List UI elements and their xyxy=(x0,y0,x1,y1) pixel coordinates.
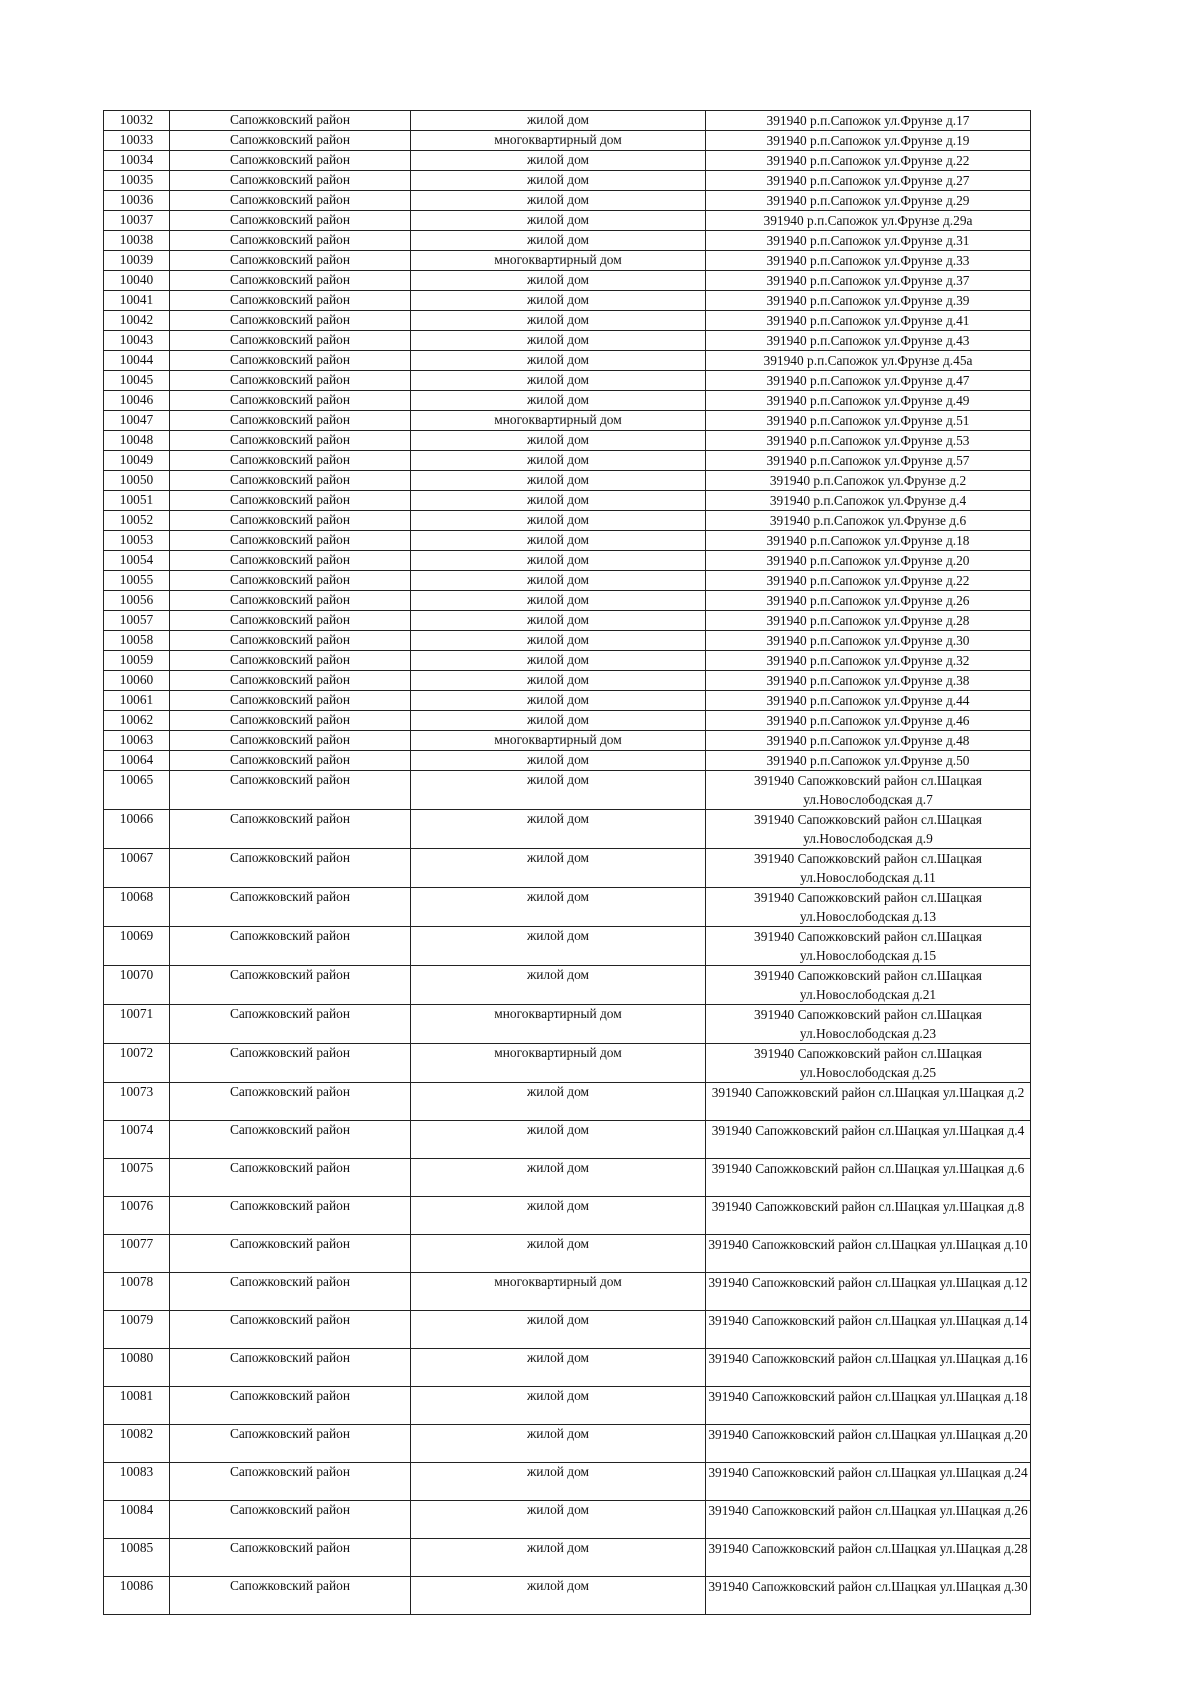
district-cell: Сапожковский район xyxy=(170,731,411,751)
district-cell: Сапожковский район xyxy=(170,1387,411,1425)
table-row xyxy=(104,571,1031,591)
district-cell: Сапожковский район xyxy=(170,771,411,810)
record-id-cell: 10052 xyxy=(104,511,170,531)
record-id-cell: 10069 xyxy=(104,927,170,966)
table-row xyxy=(104,271,1031,291)
record-id-cell: 10036 xyxy=(104,191,170,211)
table-row xyxy=(104,411,1031,431)
building-type-cell: жилой дом xyxy=(411,371,706,391)
address-cell: 391940 р.п.Сапожок ул.Фрунзе д.38 xyxy=(706,671,1031,691)
table-row xyxy=(104,1501,1031,1539)
table-row xyxy=(104,131,1031,151)
address-cell: 391940 Сапожковский район сл.Шацкая ул.Новослободская д.11 xyxy=(706,849,1031,888)
building-type-cell: жилой дом xyxy=(411,1501,706,1539)
table-row xyxy=(104,251,1031,271)
district-cell: Сапожковский район xyxy=(170,966,411,1005)
record-id-cell: 10066 xyxy=(104,810,170,849)
building-type-cell: жилой дом xyxy=(411,751,706,771)
building-type-cell: жилой дом xyxy=(411,927,706,966)
record-id-cell: 10032 xyxy=(104,111,170,131)
address-cell: 391940 р.п.Сапожок ул.Фрунзе д.17 xyxy=(706,111,1031,131)
building-type-cell: жилой дом xyxy=(411,631,706,651)
table-row xyxy=(104,671,1031,691)
address-cell: 391940 р.п.Сапожок ул.Фрунзе д.2 xyxy=(706,471,1031,491)
record-id-cell: 10046 xyxy=(104,391,170,411)
table-row xyxy=(104,1273,1031,1311)
record-id-cell: 10068 xyxy=(104,888,170,927)
building-type-cell: жилой дом xyxy=(411,651,706,671)
building-type-cell: жилой дом xyxy=(411,211,706,231)
district-cell: Сапожковский район xyxy=(170,151,411,171)
address-cell: 391940 р.п.Сапожок ул.Фрунзе д.6 xyxy=(706,511,1031,531)
building-type-cell: жилой дом xyxy=(411,1311,706,1349)
address-cell: 391940 р.п.Сапожок ул.Фрунзе д.28 xyxy=(706,611,1031,631)
address-cell: 391940 р.п.Сапожок ул.Фрунзе д.32 xyxy=(706,651,1031,671)
record-id-cell: 10067 xyxy=(104,849,170,888)
table-row xyxy=(104,771,1031,810)
building-type-cell: жилой дом xyxy=(411,531,706,551)
building-type-cell: многоквартирный дом xyxy=(411,131,706,151)
district-cell: Сапожковский район xyxy=(170,671,411,691)
address-cell: 391940 р.п.Сапожок ул.Фрунзе д.27 xyxy=(706,171,1031,191)
table-row xyxy=(104,711,1031,731)
address-cell: 391940 Сапожковский район сл.Шацкая ул.Шацкая д.12 xyxy=(706,1273,1031,1311)
building-type-cell: жилой дом xyxy=(411,1121,706,1159)
table-row xyxy=(104,431,1031,451)
table-row xyxy=(104,1005,1031,1044)
record-id-cell: 10060 xyxy=(104,671,170,691)
record-id-cell: 10037 xyxy=(104,211,170,231)
table-row xyxy=(104,191,1031,211)
district-cell: Сапожковский район xyxy=(170,849,411,888)
building-type-cell: жилой дом xyxy=(411,271,706,291)
record-id-cell: 10034 xyxy=(104,151,170,171)
district-cell: Сапожковский район xyxy=(170,1577,411,1615)
record-id-cell: 10073 xyxy=(104,1083,170,1121)
table-row xyxy=(104,311,1031,331)
address-cell: 391940 Сапожковский район сл.Шацкая ул.Шацкая д.6 xyxy=(706,1159,1031,1197)
building-type-cell: жилой дом xyxy=(411,391,706,411)
district-cell: Сапожковский район xyxy=(170,371,411,391)
district-cell: Сапожковский район xyxy=(170,231,411,251)
record-id-cell: 10078 xyxy=(104,1273,170,1311)
district-cell: Сапожковский район xyxy=(170,1197,411,1235)
district-cell: Сапожковский район xyxy=(170,551,411,571)
building-type-cell: жилой дом xyxy=(411,966,706,1005)
building-type-cell: жилой дом xyxy=(411,691,706,711)
district-cell: Сапожковский район xyxy=(170,331,411,351)
address-cell: 391940 Сапожковский район сл.Шацкая ул.Шацкая д.24 xyxy=(706,1463,1031,1501)
address-cell: 391940 р.п.Сапожок ул.Фрунзе д.29 xyxy=(706,191,1031,211)
table-row xyxy=(104,171,1031,191)
district-cell: Сапожковский район xyxy=(170,591,411,611)
address-cell: 391940 р.п.Сапожок ул.Фрунзе д.51 xyxy=(706,411,1031,431)
building-type-cell: жилой дом xyxy=(411,888,706,927)
record-id-cell: 10033 xyxy=(104,131,170,151)
building-type-cell: жилой дом xyxy=(411,171,706,191)
table-row xyxy=(104,1387,1031,1425)
table-row xyxy=(104,1235,1031,1273)
record-id-cell: 10041 xyxy=(104,291,170,311)
address-cell: 391940 Сапожковский район сл.Шацкая ул.Шацкая д.8 xyxy=(706,1197,1031,1235)
building-type-cell: жилой дом xyxy=(411,1197,706,1235)
address-cell: 391940 Сапожковский район сл.Шацкая ул.Новослободская д.25 xyxy=(706,1044,1031,1083)
building-type-cell: многоквартирный дом xyxy=(411,1044,706,1083)
record-id-cell: 10058 xyxy=(104,631,170,651)
building-type-cell: жилой дом xyxy=(411,1159,706,1197)
district-cell: Сапожковский район xyxy=(170,1044,411,1083)
record-id-cell: 10040 xyxy=(104,271,170,291)
district-cell: Сапожковский район xyxy=(170,171,411,191)
record-id-cell: 10077 xyxy=(104,1235,170,1273)
district-cell: Сапожковский район xyxy=(170,611,411,631)
district-cell: Сапожковский район xyxy=(170,291,411,311)
table-row xyxy=(104,531,1031,551)
district-cell: Сапожковский район xyxy=(170,1083,411,1121)
address-cell: 391940 р.п.Сапожок ул.Фрунзе д.45а xyxy=(706,351,1031,371)
table-row xyxy=(104,291,1031,311)
record-id-cell: 10076 xyxy=(104,1197,170,1235)
district-cell: Сапожковский район xyxy=(170,1121,411,1159)
address-cell: 391940 р.п.Сапожок ул.Фрунзе д.18 xyxy=(706,531,1031,551)
address-cell: 391940 Сапожковский район сл.Шацкая ул.Шацкая д.30 xyxy=(706,1577,1031,1615)
table-row xyxy=(104,231,1031,251)
building-type-cell: многоквартирный дом xyxy=(411,251,706,271)
district-cell: Сапожковский район xyxy=(170,1463,411,1501)
district-cell: Сапожковский район xyxy=(170,571,411,591)
record-id-cell: 10085 xyxy=(104,1539,170,1577)
building-type-cell: жилой дом xyxy=(411,571,706,591)
table-row xyxy=(104,611,1031,631)
building-type-cell: жилой дом xyxy=(411,711,706,731)
building-type-cell: многоквартирный дом xyxy=(411,1005,706,1044)
table-row xyxy=(104,511,1031,531)
address-cell: 391940 Сапожковский район сл.Шацкая ул.Шацкая д.14 xyxy=(706,1311,1031,1349)
table-row xyxy=(104,888,1031,927)
district-cell: Сапожковский район xyxy=(170,511,411,531)
district-cell: Сапожковский район xyxy=(170,311,411,331)
district-cell: Сапожковский район xyxy=(170,888,411,927)
table-row xyxy=(104,1577,1031,1615)
address-cell: 391940 р.п.Сапожок ул.Фрунзе д.47 xyxy=(706,371,1031,391)
table-row xyxy=(104,451,1031,471)
table-row xyxy=(104,471,1031,491)
building-type-cell: жилой дом xyxy=(411,849,706,888)
address-cell: 391940 Сапожковский район сл.Шацкая ул.Шацкая д.10 xyxy=(706,1235,1031,1273)
table-row xyxy=(104,111,1031,131)
address-cell: 391940 р.п.Сапожок ул.Фрунзе д.44 xyxy=(706,691,1031,711)
table-row xyxy=(104,551,1031,571)
district-cell: Сапожковский район xyxy=(170,391,411,411)
record-id-cell: 10061 xyxy=(104,691,170,711)
address-cell: 391940 р.п.Сапожок ул.Фрунзе д.39 xyxy=(706,291,1031,311)
building-type-cell: жилой дом xyxy=(411,611,706,631)
table-row xyxy=(104,651,1031,671)
building-type-cell: жилой дом xyxy=(411,1539,706,1577)
district-cell: Сапожковский район xyxy=(170,491,411,511)
address-cell: 391940 р.п.Сапожок ул.Фрунзе д.50 xyxy=(706,751,1031,771)
table-row xyxy=(104,351,1031,371)
record-id-cell: 10035 xyxy=(104,171,170,191)
address-cell: 391940 р.п.Сапожок ул.Фрунзе д.53 xyxy=(706,431,1031,451)
table-row xyxy=(104,1311,1031,1349)
table-row xyxy=(104,751,1031,771)
address-cell: 391940 Сапожковский район сл.Шацкая ул.Шацкая д.16 xyxy=(706,1349,1031,1387)
address-cell: 391940 Сапожковский район сл.Шацкая ул.Шацкая д.28 xyxy=(706,1539,1031,1577)
building-type-cell: жилой дом xyxy=(411,1387,706,1425)
record-id-cell: 10044 xyxy=(104,351,170,371)
record-id-cell: 10048 xyxy=(104,431,170,451)
district-cell: Сапожковский район xyxy=(170,1539,411,1577)
address-cell: 391940 р.п.Сапожок ул.Фрунзе д.20 xyxy=(706,551,1031,571)
building-type-cell: жилой дом xyxy=(411,511,706,531)
record-id-cell: 10056 xyxy=(104,591,170,611)
district-cell: Сапожковский район xyxy=(170,927,411,966)
district-cell: Сапожковский район xyxy=(170,1425,411,1463)
building-type-cell: жилой дом xyxy=(411,351,706,371)
address-cell: 391940 Сапожковский район сл.Шацкая ул.Шацкая д.18 xyxy=(706,1387,1031,1425)
table-row xyxy=(104,631,1031,651)
building-type-cell: жилой дом xyxy=(411,1425,706,1463)
record-id-cell: 10065 xyxy=(104,771,170,810)
address-cell: 391940 р.п.Сапожок ул.Фрунзе д.26 xyxy=(706,591,1031,611)
record-id-cell: 10072 xyxy=(104,1044,170,1083)
record-id-cell: 10064 xyxy=(104,751,170,771)
table-row xyxy=(104,810,1031,849)
record-id-cell: 10053 xyxy=(104,531,170,551)
table-row xyxy=(104,1349,1031,1387)
record-id-cell: 10057 xyxy=(104,611,170,631)
record-id-cell: 10050 xyxy=(104,471,170,491)
record-id-cell: 10038 xyxy=(104,231,170,251)
district-cell: Сапожковский район xyxy=(170,191,411,211)
building-type-cell: жилой дом xyxy=(411,551,706,571)
building-type-cell: жилой дом xyxy=(411,1577,706,1615)
district-cell: Сапожковский район xyxy=(170,1311,411,1349)
building-type-cell: жилой дом xyxy=(411,671,706,691)
building-type-cell: жилой дом xyxy=(411,771,706,810)
record-id-cell: 10079 xyxy=(104,1311,170,1349)
district-cell: Сапожковский район xyxy=(170,531,411,551)
address-cell: 391940 Сапожковский район сл.Шацкая ул.Новослободская д.9 xyxy=(706,810,1031,849)
table-row xyxy=(104,331,1031,351)
record-id-cell: 10043 xyxy=(104,331,170,351)
address-cell: 391940 Сапожковский район сл.Шацкая ул.Шацкая д.2 xyxy=(706,1083,1031,1121)
district-cell: Сапожковский район xyxy=(170,411,411,431)
address-cell: 391940 р.п.Сапожок ул.Фрунзе д.37 xyxy=(706,271,1031,291)
district-cell: Сапожковский район xyxy=(170,471,411,491)
record-id-cell: 10054 xyxy=(104,551,170,571)
record-id-cell: 10059 xyxy=(104,651,170,671)
table-row xyxy=(104,1159,1031,1197)
table-row xyxy=(104,491,1031,511)
district-cell: Сапожковский район xyxy=(170,1273,411,1311)
district-cell: Сапожковский район xyxy=(170,711,411,731)
record-id-cell: 10049 xyxy=(104,451,170,471)
record-id-cell: 10083 xyxy=(104,1463,170,1501)
address-cell: 391940 р.п.Сапожок ул.Фрунзе д.22 xyxy=(706,571,1031,591)
address-cell: 391940 Сапожковский район сл.Шацкая ул.Новослободская д.7 xyxy=(706,771,1031,810)
table-row xyxy=(104,927,1031,966)
district-cell: Сапожковский район xyxy=(170,691,411,711)
address-cell: 391940 р.п.Сапожок ул.Фрунзе д.30 xyxy=(706,631,1031,651)
building-type-cell: жилой дом xyxy=(411,291,706,311)
address-cell: 391940 р.п.Сапожок ул.Фрунзе д.43 xyxy=(706,331,1031,351)
building-type-cell: жилой дом xyxy=(411,1349,706,1387)
record-id-cell: 10042 xyxy=(104,311,170,331)
district-cell: Сапожковский район xyxy=(170,111,411,131)
table-row xyxy=(104,371,1031,391)
record-id-cell: 10084 xyxy=(104,1501,170,1539)
building-type-cell: жилой дом xyxy=(411,191,706,211)
address-cell: 391940 р.п.Сапожок ул.Фрунзе д.33 xyxy=(706,251,1031,271)
building-type-cell: жилой дом xyxy=(411,810,706,849)
address-cell: 391940 Сапожковский район сл.Шацкая ул.Новослободская д.23 xyxy=(706,1005,1031,1044)
building-type-cell: жилой дом xyxy=(411,331,706,351)
table-row xyxy=(104,1044,1031,1083)
address-cell: 391940 р.п.Сапожок ул.Фрунзе д.48 xyxy=(706,731,1031,751)
address-cell: 391940 р.п.Сапожок ул.Фрунзе д.46 xyxy=(706,711,1031,731)
district-cell: Сапожковский район xyxy=(170,351,411,371)
address-cell: 391940 р.п.Сапожок ул.Фрунзе д.4 xyxy=(706,491,1031,511)
building-type-cell: жилой дом xyxy=(411,151,706,171)
building-type-cell: жилой дом xyxy=(411,1235,706,1273)
building-type-cell: жилой дом xyxy=(411,1463,706,1501)
record-id-cell: 10055 xyxy=(104,571,170,591)
address-cell: 391940 Сапожковский район сл.Шацкая ул.Новослободская д.15 xyxy=(706,927,1031,966)
table-row xyxy=(104,691,1031,711)
address-cell: 391940 р.п.Сапожок ул.Фрунзе д.41 xyxy=(706,311,1031,331)
district-cell: Сапожковский район xyxy=(170,1501,411,1539)
table-row xyxy=(104,849,1031,888)
address-cell: 391940 Сапожковский район сл.Шацкая ул.Шацкая д.26 xyxy=(706,1501,1031,1539)
district-cell: Сапожковский район xyxy=(170,451,411,471)
address-cell: 391940 р.п.Сапожок ул.Фрунзе д.31 xyxy=(706,231,1031,251)
address-cell: 391940 р.п.Сапожок ул.Фрунзе д.49 xyxy=(706,391,1031,411)
table-row xyxy=(104,391,1031,411)
record-id-cell: 10062 xyxy=(104,711,170,731)
table-row xyxy=(104,211,1031,231)
district-cell: Сапожковский район xyxy=(170,810,411,849)
building-type-cell: жилой дом xyxy=(411,311,706,331)
district-cell: Сапожковский район xyxy=(170,271,411,291)
record-id-cell: 10070 xyxy=(104,966,170,1005)
address-cell: 391940 Сапожковский район сл.Шацкая ул.Новослободская д.21 xyxy=(706,966,1031,1005)
record-id-cell: 10071 xyxy=(104,1005,170,1044)
record-id-cell: 10063 xyxy=(104,731,170,751)
building-type-cell: жилой дом xyxy=(411,471,706,491)
building-type-cell: многоквартирный дом xyxy=(411,731,706,751)
building-type-cell: жилой дом xyxy=(411,491,706,511)
district-cell: Сапожковский район xyxy=(170,211,411,231)
building-type-cell: жилой дом xyxy=(411,451,706,471)
table-row xyxy=(104,591,1031,611)
record-id-cell: 10039 xyxy=(104,251,170,271)
table-row xyxy=(104,1463,1031,1501)
district-cell: Сапожковский район xyxy=(170,751,411,771)
table-row xyxy=(104,1121,1031,1159)
district-cell: Сапожковский район xyxy=(170,651,411,671)
record-id-cell: 10045 xyxy=(104,371,170,391)
address-cell: 391940 р.п.Сапожок ул.Фрунзе д.29а xyxy=(706,211,1031,231)
building-type-cell: жилой дом xyxy=(411,231,706,251)
address-cell: 391940 Сапожковский район сл.Шацкая ул.Шацкая д.4 xyxy=(706,1121,1031,1159)
housing-registry-table xyxy=(103,110,1031,1615)
record-id-cell: 10075 xyxy=(104,1159,170,1197)
record-id-cell: 10081 xyxy=(104,1387,170,1425)
district-cell: Сапожковский район xyxy=(170,1159,411,1197)
building-type-cell: жилой дом xyxy=(411,1083,706,1121)
table-row xyxy=(104,1197,1031,1235)
address-cell: 391940 Сапожковский район сл.Шацкая ул.Новослободская д.13 xyxy=(706,888,1031,927)
table-row xyxy=(104,1539,1031,1577)
district-cell: Сапожковский район xyxy=(170,631,411,651)
address-cell: 391940 Сапожковский район сл.Шацкая ул.Шацкая д.20 xyxy=(706,1425,1031,1463)
record-id-cell: 10082 xyxy=(104,1425,170,1463)
record-id-cell: 10086 xyxy=(104,1577,170,1615)
district-cell: Сапожковский район xyxy=(170,251,411,271)
address-cell: 391940 р.п.Сапожок ул.Фрунзе д.22 xyxy=(706,151,1031,171)
record-id-cell: 10051 xyxy=(104,491,170,511)
district-cell: Сапожковский район xyxy=(170,1005,411,1044)
table-row xyxy=(104,1083,1031,1121)
address-cell: 391940 р.п.Сапожок ул.Фрунзе д.19 xyxy=(706,131,1031,151)
table-row xyxy=(104,731,1031,751)
district-cell: Сапожковский район xyxy=(170,131,411,151)
address-cell: 391940 р.п.Сапожок ул.Фрунзе д.57 xyxy=(706,451,1031,471)
building-type-cell: многоквартирный дом xyxy=(411,1273,706,1311)
table-body xyxy=(104,111,1031,1615)
table-row xyxy=(104,1425,1031,1463)
building-type-cell: многоквартирный дом xyxy=(411,411,706,431)
building-type-cell: жилой дом xyxy=(411,431,706,451)
record-id-cell: 10074 xyxy=(104,1121,170,1159)
district-cell: Сапожковский район xyxy=(170,431,411,451)
district-cell: Сапожковский район xyxy=(170,1349,411,1387)
record-id-cell: 10047 xyxy=(104,411,170,431)
building-type-cell: жилой дом xyxy=(411,111,706,131)
table-row xyxy=(104,966,1031,1005)
record-id-cell: 10080 xyxy=(104,1349,170,1387)
table-row xyxy=(104,151,1031,171)
building-type-cell: жилой дом xyxy=(411,591,706,611)
district-cell: Сапожковский район xyxy=(170,1235,411,1273)
